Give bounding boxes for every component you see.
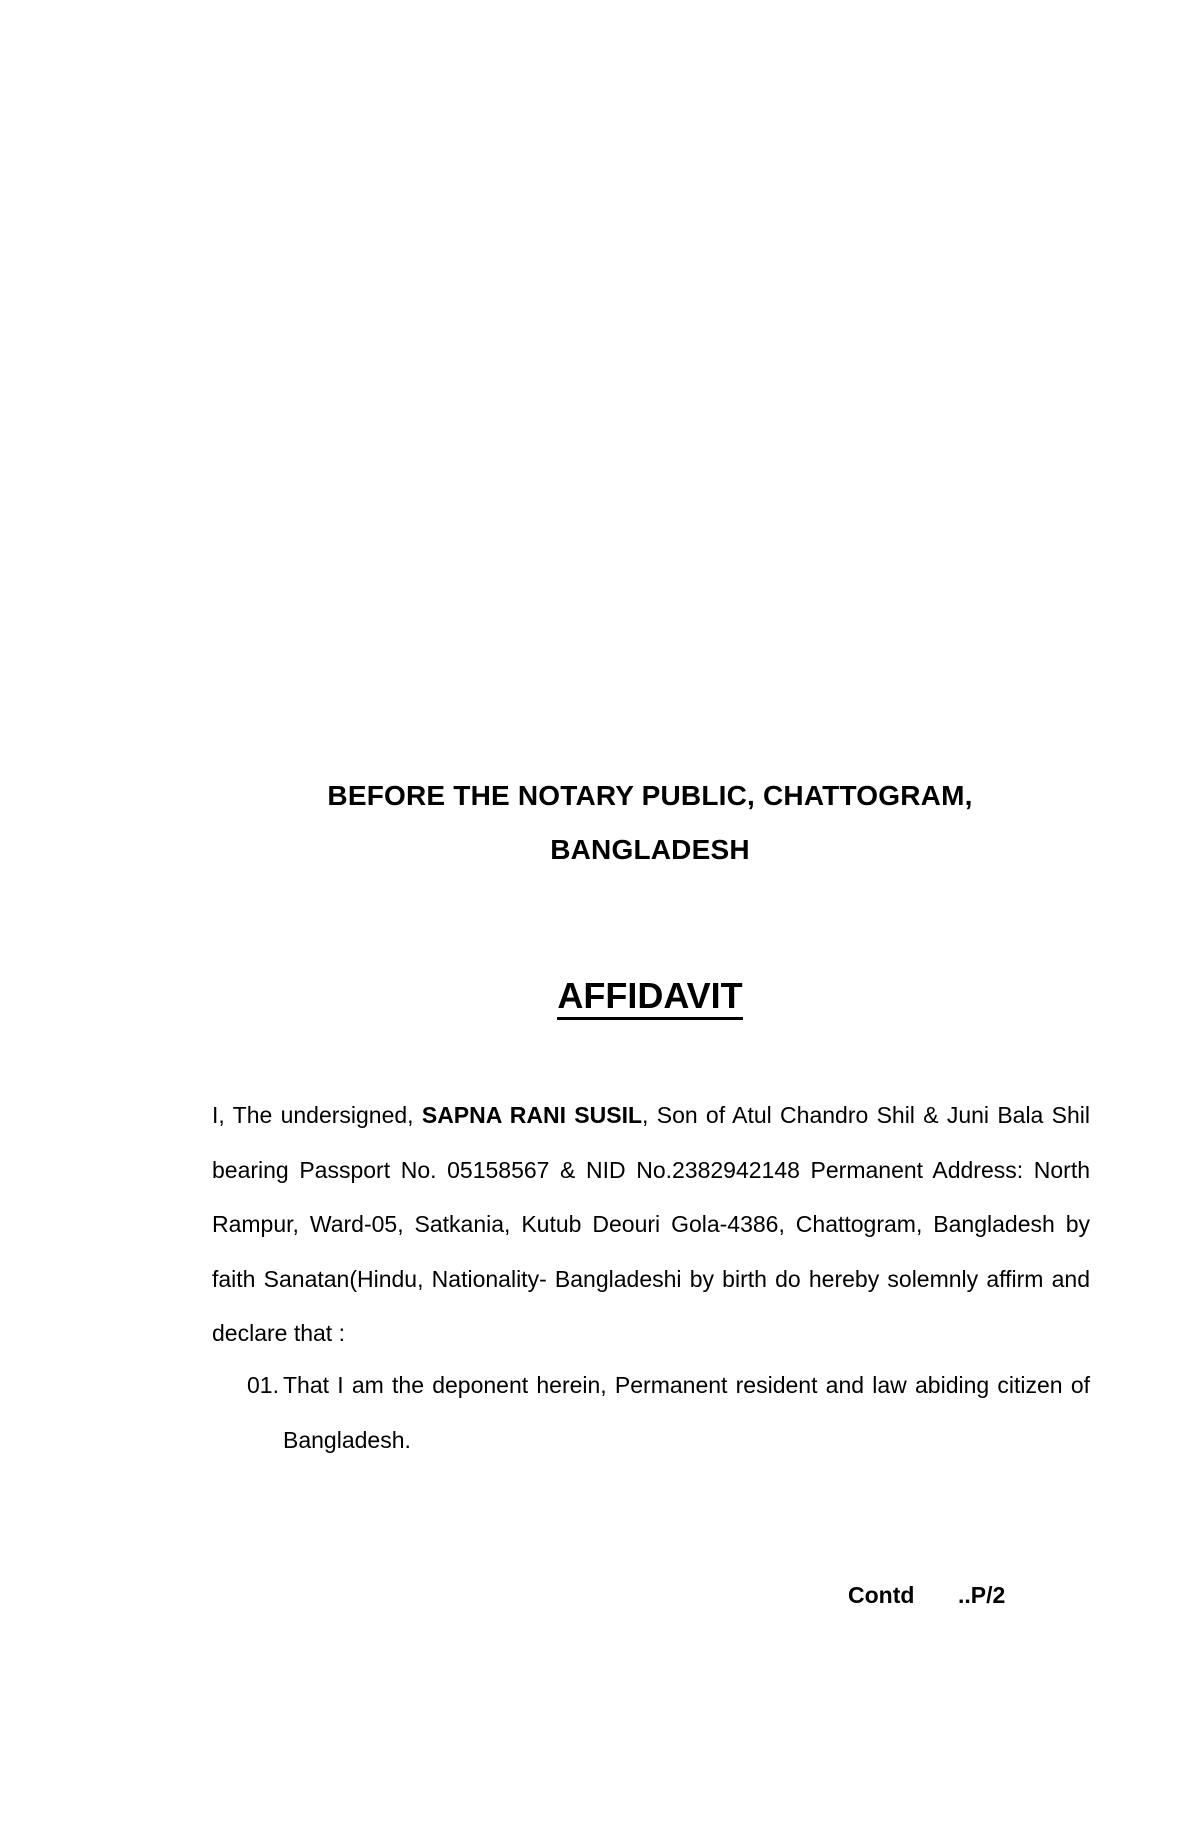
document-title xyxy=(50,975,1200,1017)
next-page-ref: ..P/2 xyxy=(958,1582,1006,1608)
continuation-note xyxy=(848,1582,1005,1609)
contd-label: Contd xyxy=(848,1582,915,1608)
court-heading-line-2: BANGLADESH xyxy=(550,834,750,865)
clause-text: That I am the deponent herein, Permanent resident and law abiding citizen of Bangladesh. xyxy=(283,1372,1090,1453)
deponent-name: SAPNA RANI SUSIL xyxy=(421,1102,643,1128)
intro-paragraph xyxy=(212,1088,1090,1361)
document-title-text: AFFIDAVIT xyxy=(557,975,742,1020)
clause-item xyxy=(247,1358,1090,1467)
clause-number: 01. xyxy=(247,1372,279,1398)
intro-suffix: , Son of Atul Chandro Shil & Juni Bala Shil bearing Passport No. 05158567 & NID No.2382942148 Permanent Address: North Rampur, Ward-05, Satkania, Kutub Deouri Gola-4386, Chattogram, Bangladesh by faith Sanatan(Hindu, Nationality- Bangladeshi by birth do hereby solemnly affirm and declare that : xyxy=(212,1102,1090,1346)
intro-prefix: I, The undersigned, xyxy=(212,1102,422,1128)
court-heading-line-1: BEFORE THE NOTARY PUBLIC, CHATTOGRAM, xyxy=(327,780,973,811)
